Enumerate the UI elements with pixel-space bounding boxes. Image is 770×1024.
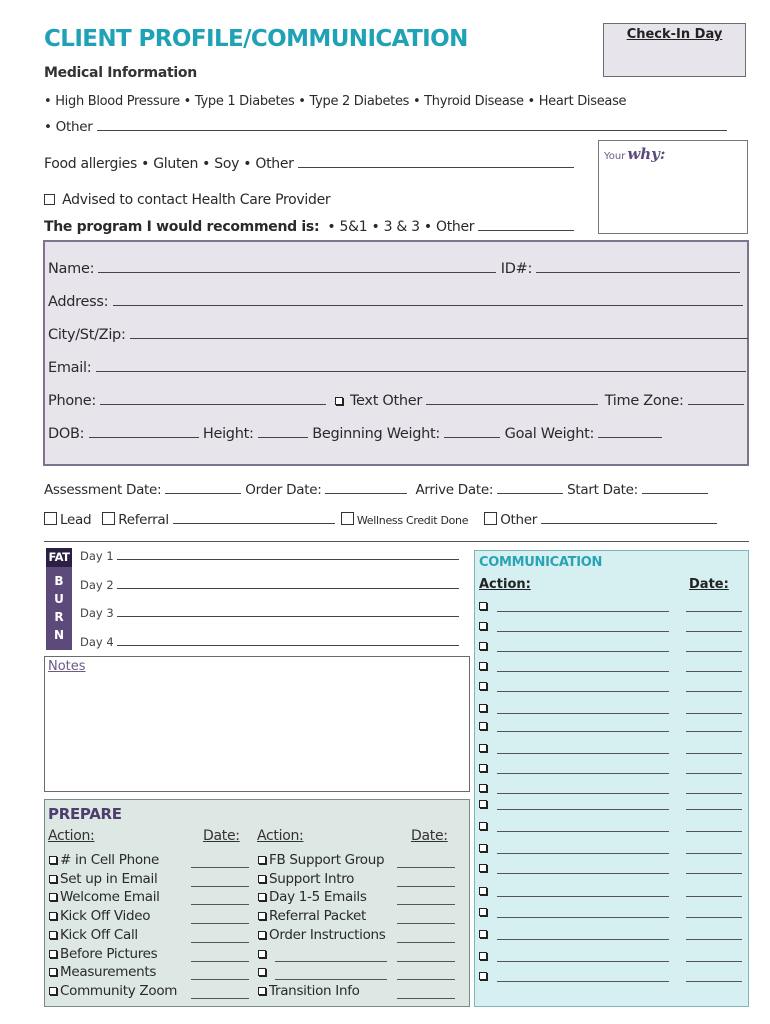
prepare-date-header: Date: (203, 828, 240, 844)
prepare-date-header: Date: (411, 828, 448, 844)
communication-date-header: Date: (689, 577, 729, 592)
height-label: Height: (202, 426, 254, 442)
prepare-item[interactable] (258, 964, 269, 980)
timezone-field[interactable] (688, 392, 744, 405)
why-word: why: (627, 145, 666, 163)
communication-checkbox[interactable] (479, 704, 487, 712)
goal-weight-field[interactable] (598, 425, 662, 438)
why-prefix: Your (604, 151, 626, 162)
id-field[interactable] (536, 260, 740, 273)
fat-burn-badge (46, 548, 72, 650)
medical-conditions: • High Blood Pressure • Type 1 Diabetes • Type 2 Diabetes • Thyroid Disease • Heart Disease (44, 94, 627, 109)
prepare-date-line[interactable] (397, 886, 455, 887)
communication-action-line[interactable] (497, 753, 669, 754)
prepare-date-line[interactable] (397, 998, 455, 999)
day-label: Day 2 (80, 578, 114, 592)
food-allergies-other-field[interactable] (298, 155, 574, 168)
section-divider (44, 541, 749, 542)
prepare-date-line[interactable] (397, 923, 455, 924)
prepare-item[interactable] (49, 964, 156, 980)
prepare-item[interactable] (258, 908, 366, 924)
communication-action-line[interactable] (497, 981, 669, 982)
day-label: Day 1 (80, 549, 114, 563)
prepare-item-label: Set up in Email (60, 870, 158, 887)
assessment-date-label: Assessment Date: (44, 482, 162, 498)
dob-label: DOB: (48, 426, 85, 442)
other-checkbox[interactable] (484, 512, 497, 525)
prepare-date-line[interactable] (191, 979, 249, 980)
communication-action-line[interactable] (497, 793, 669, 794)
your-why-box[interactable] (598, 140, 748, 234)
prepare-checkbox[interactable] (49, 912, 57, 920)
communication-date-line[interactable] (686, 753, 742, 754)
communication-date-line[interactable] (686, 961, 742, 962)
fat-label: FAT (46, 548, 72, 567)
prepare-item[interactable] (258, 983, 360, 999)
communication-date-line[interactable] (686, 731, 742, 732)
day-label: Day 3 (80, 606, 114, 620)
communication-checkbox[interactable] (479, 642, 487, 650)
communication-checkbox[interactable] (479, 662, 487, 670)
contact-info-box (43, 240, 749, 466)
height-field[interactable] (258, 425, 308, 438)
communication-title: COMMUNICATION (479, 555, 603, 570)
communication-date-line[interactable] (686, 853, 742, 854)
text-checkbox[interactable] (335, 397, 343, 405)
beginning-weight-label: Beginning Weight: (312, 426, 441, 442)
prepare-date-line[interactable] (191, 904, 249, 905)
communication-checkbox[interactable] (479, 622, 487, 630)
prepare-item-label: Measurements (60, 964, 157, 981)
communication-action-line[interactable] (497, 691, 669, 692)
order-date-field[interactable] (325, 481, 407, 494)
prepare-date-line[interactable] (397, 979, 455, 980)
prepare-date-line[interactable] (191, 998, 249, 999)
email-field[interactable] (96, 359, 746, 372)
prepare-item[interactable] (49, 983, 177, 999)
address-field[interactable] (113, 293, 743, 306)
medical-heading: Medical Information (44, 65, 197, 81)
communication-checkbox[interactable] (479, 908, 487, 916)
communication-action-line[interactable] (497, 896, 669, 897)
prepare-checkbox[interactable] (258, 931, 266, 939)
other-field[interactable] (541, 511, 717, 524)
check-in-day-label: Check-In Day (626, 27, 723, 42)
beginning-weight-field[interactable] (444, 425, 500, 438)
page-title: CLIENT PROFILE/COMMUNICATION (44, 26, 468, 52)
prepare-checkbox[interactable] (49, 856, 57, 864)
communication-checkbox[interactable] (479, 972, 487, 980)
communication-action-line[interactable] (497, 731, 669, 732)
day-field[interactable] (117, 635, 459, 646)
phone-field[interactable] (100, 392, 326, 405)
email-label: Email: (48, 360, 92, 376)
program-options: • 5&1 • 3 & 3 • Other (327, 219, 475, 235)
lead-label: Lead (60, 512, 92, 528)
prepare-checkbox[interactable] (258, 856, 266, 864)
prepare-item-label: Transition Info (269, 982, 360, 999)
text-other-field[interactable] (426, 392, 598, 405)
notes-label: Notes (48, 659, 86, 674)
communication-checkbox[interactable] (479, 722, 487, 730)
burn-letter: N (53, 628, 65, 642)
prepare-date-line[interactable] (397, 904, 455, 905)
prepare-box (44, 799, 470, 1007)
communication-checkbox[interactable] (479, 864, 487, 872)
prepare-item[interactable] (258, 852, 384, 868)
prepare-item[interactable] (49, 946, 157, 962)
prepare-item-label: Day 1-5 Emails (269, 889, 367, 906)
prepare-date-line[interactable] (191, 942, 249, 943)
prepare-blank-line[interactable] (275, 979, 387, 980)
communication-action-line[interactable] (497, 651, 669, 652)
name-field[interactable] (98, 260, 496, 273)
communication-action-line[interactable] (497, 831, 669, 832)
communication-action-line[interactable] (497, 809, 669, 810)
prepare-checkbox[interactable] (49, 950, 57, 958)
prepare-item-label: Order Instructions (269, 926, 386, 943)
communication-checkbox[interactable] (479, 682, 487, 690)
medical-other-field[interactable] (97, 118, 727, 131)
prepare-checkbox[interactable] (258, 893, 266, 901)
other-label: Other (500, 512, 538, 528)
prepare-blank-line[interactable] (275, 961, 387, 962)
communication-date-line[interactable] (686, 631, 742, 632)
wellness-label: Wellness Credit Done (356, 514, 469, 527)
communication-date-line[interactable] (686, 896, 742, 897)
arrive-date-label: Arrive Date: (415, 482, 494, 498)
communication-box (474, 550, 749, 1007)
lead-checkbox[interactable] (44, 512, 57, 525)
communication-action-line[interactable] (497, 713, 669, 714)
prepare-item[interactable] (49, 927, 138, 943)
prepare-checkbox[interactable] (49, 987, 57, 995)
communication-checkbox[interactable] (479, 844, 487, 852)
prepare-checkbox[interactable] (258, 968, 266, 976)
prepare-date-line[interactable] (397, 942, 455, 943)
notes-box[interactable] (44, 656, 470, 792)
communication-date-line[interactable] (686, 831, 742, 832)
communication-action-line[interactable] (497, 961, 669, 962)
program-other-field[interactable] (478, 218, 574, 231)
communication-date-line[interactable] (686, 671, 742, 672)
text-other-label: Text Other (349, 393, 423, 409)
prepare-item-label: Referral Packet (269, 908, 366, 925)
medical-other-label: • Other (44, 119, 93, 135)
communication-date-line[interactable] (686, 651, 742, 652)
prepare-item[interactable] (49, 852, 159, 868)
prepare-date-line[interactable] (397, 867, 455, 868)
assessment-date-field[interactable] (165, 481, 241, 494)
prepare-item[interactable] (49, 889, 160, 905)
prepare-action-header: Action: (48, 828, 95, 844)
communication-action-line[interactable] (497, 671, 669, 672)
prepare-checkbox[interactable] (49, 968, 57, 976)
advised-checkbox[interactable] (44, 194, 55, 205)
prepare-checkbox[interactable] (49, 893, 57, 901)
start-date-field[interactable] (642, 481, 708, 494)
prepare-item-label: Welcome Email (60, 889, 160, 906)
communication-checkbox[interactable] (479, 784, 487, 792)
prepare-checkbox[interactable] (258, 987, 266, 995)
prepare-action-header: Action: (257, 828, 304, 844)
wellness-checkbox[interactable] (341, 512, 354, 525)
communication-date-line[interactable] (686, 611, 742, 612)
prepare-item-label: Kick Off Video (60, 908, 151, 925)
day-field[interactable] (117, 578, 459, 589)
communication-date-line[interactable] (686, 873, 742, 874)
communication-action-header: Action: (479, 577, 531, 592)
prepare-title: PREPARE (48, 805, 122, 823)
prepare-checkbox[interactable] (258, 950, 266, 958)
communication-checkbox[interactable] (479, 800, 487, 808)
communication-action-line[interactable] (497, 939, 669, 940)
prepare-date-line[interactable] (191, 923, 249, 924)
city-field[interactable] (130, 326, 748, 339)
id-label: ID#: (500, 261, 533, 277)
prepare-item-label: Before Pictures (60, 945, 158, 962)
communication-action-line[interactable] (497, 611, 669, 612)
communication-checkbox[interactable] (479, 822, 487, 830)
dob-field[interactable] (89, 425, 199, 438)
prepare-item-label: # in Cell Phone (60, 852, 160, 868)
communication-action-line[interactable] (497, 853, 669, 854)
communication-action-line[interactable] (497, 773, 669, 774)
prepare-item[interactable] (258, 889, 367, 905)
prepare-checkbox[interactable] (258, 912, 266, 920)
communication-date-line[interactable] (686, 939, 742, 940)
prepare-item[interactable] (258, 871, 354, 887)
communication-checkbox[interactable] (479, 887, 487, 895)
burn-letter: U (54, 592, 64, 606)
communication-date-line[interactable] (686, 809, 742, 810)
communication-checkbox[interactable] (479, 764, 487, 772)
communication-action-line[interactable] (497, 873, 669, 874)
prepare-item[interactable] (49, 908, 150, 924)
phone-label: Phone: (48, 393, 97, 409)
prepare-item-label: Community Zoom (60, 982, 178, 999)
day-field[interactable] (117, 549, 459, 560)
prepare-item[interactable] (49, 871, 157, 887)
city-label: City/St/Zip: (48, 327, 126, 343)
prepare-date-line[interactable] (191, 867, 249, 868)
burn-letter: R (54, 610, 64, 624)
order-date-label: Order Date: (245, 482, 322, 498)
prepare-item-label: Kick Off Call (60, 926, 138, 943)
prepare-date-line[interactable] (191, 886, 249, 887)
prepare-date-line[interactable] (397, 961, 455, 962)
prepare-checkbox[interactable] (49, 875, 57, 883)
day-field[interactable] (117, 606, 459, 617)
prepare-item[interactable] (258, 946, 269, 962)
day-label: Day 4 (80, 635, 114, 649)
start-date-label: Start Date: (567, 482, 638, 498)
communication-checkbox[interactable] (479, 930, 487, 938)
goal-weight-label: Goal Weight: (504, 426, 595, 442)
communication-checkbox[interactable] (479, 744, 487, 752)
prepare-checkbox[interactable] (49, 931, 57, 939)
communication-date-line[interactable] (686, 917, 742, 918)
advised-label: Advised to contact Health Care Provider (62, 192, 331, 208)
referral-checkbox[interactable] (102, 512, 115, 525)
prepare-checkbox[interactable] (258, 875, 266, 883)
address-label: Address: (48, 294, 109, 310)
communication-checkbox[interactable] (479, 952, 487, 960)
prepare-item[interactable] (258, 927, 386, 943)
referral-field[interactable] (173, 511, 335, 524)
prepare-item-label: Support Intro (269, 870, 355, 887)
communication-checkbox[interactable] (479, 602, 487, 610)
referral-label: Referral (118, 512, 169, 528)
arrive-date-field[interactable] (497, 481, 563, 494)
name-label: Name: (48, 261, 95, 277)
communication-date-line[interactable] (686, 981, 742, 982)
communication-date-line[interactable] (686, 691, 742, 692)
prepare-item-label: FB Support Group (269, 852, 385, 868)
prepare-date-line[interactable] (191, 961, 249, 962)
communication-action-line[interactable] (497, 631, 669, 632)
timezone-label: Time Zone: (604, 393, 684, 409)
communication-date-line[interactable] (686, 793, 742, 794)
food-allergies-label: Food allergies • Gluten • Soy • Other (44, 156, 294, 172)
check-in-day-box[interactable] (603, 23, 746, 77)
communication-action-line[interactable] (497, 917, 669, 918)
communication-date-line[interactable] (686, 713, 742, 714)
burn-letter: B (54, 574, 64, 588)
communication-date-line[interactable] (686, 773, 742, 774)
program-label: The program I would recommend is: (44, 219, 320, 235)
